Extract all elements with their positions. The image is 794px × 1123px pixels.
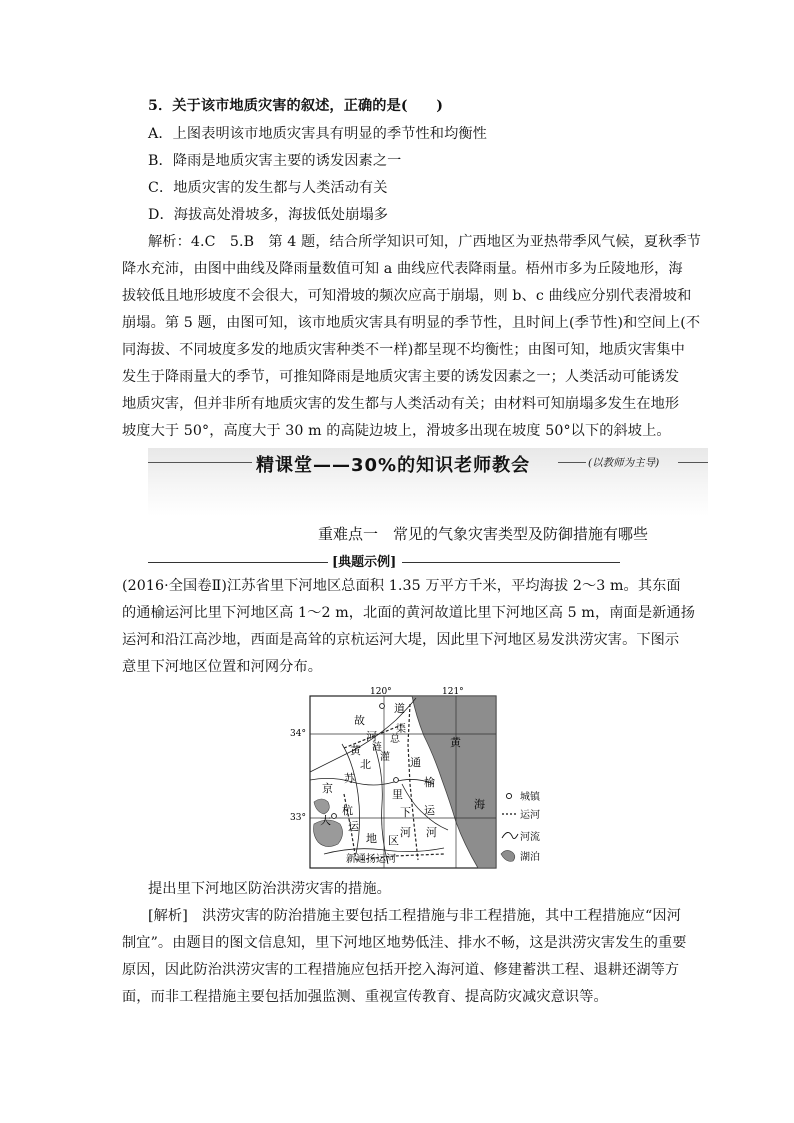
map-label: 北 [360,758,371,771]
map-label: 京 [322,782,333,795]
option-b: B．降雨是地质灾害主要的诱发因素之一 [148,153,402,169]
town-marker [380,704,385,709]
analysis2-line: 制宜”。由题目的图文信息知，里下河地区地势低洼、排水不畅，这是洪涝灾害发生的重要 [122,935,687,951]
example-rule-right [402,562,620,563]
map-label: 大 [320,814,331,827]
analysis-line: 崩塌。第 5 题，由图可知，该市地质灾害具有明显的季节性，且时间上(季节性)和空间上(不 [122,315,701,331]
question-5-stem: 5．关于该市地质灾害的叙述，正确的是( ) [148,98,444,114]
lat-label: 33° [290,813,306,823]
map-label: 运 [424,804,435,817]
banner-subtitle: (以教师为主导) [588,457,660,469]
lon-label: 121° [442,687,464,697]
legend-town-icon [506,793,511,798]
map-label: 新通扬运河 [346,854,396,865]
analysis-line: 地质灾害，但并非所有地质灾害的发生都与人类活动有关；由材料可知崩塌多发生在地形 [122,396,680,412]
map-label: 通 [410,756,421,769]
section-banner [148,448,708,516]
map-label: 涟 [372,742,382,753]
map-label: 杭 [342,804,353,817]
map-label: 灌 [380,752,390,763]
analysis-line: 发生于降雨量大的季节，可推知降雨是地质灾害主要的诱发因素之一；人类活动可能诱发 [122,369,680,385]
analysis-line: 同海拔、不同坡度多发的地质灾害种类不一样)都呈现不均衡性；由图可知，地质灾害集中 [122,342,685,358]
map-label: 河 [400,826,411,839]
option-a: A．上图表明该市地质灾害具有明显的季节性和均衡性 [148,126,487,142]
town-marker [394,778,399,783]
map-label: 渠 [396,724,406,735]
section-title: 重难点一 常见的气象灾害类型及防御措施有哪些 [318,525,649,543]
map-label: 榆 [424,776,435,789]
example-line: 运河和沿江高沙地，西面是高耸的京杭运河大堤，因此里下河地区易发洪涝灾害。下图示 [122,632,680,648]
legend-river-label: 河流 [520,832,540,843]
legend-lake-label: 湖泊 [520,852,540,863]
map-label: 海 [474,798,485,811]
analysis2-line: 原因，因此防治洪涝灾害的工程措施应包括开挖入海河道、修建蓄洪工程、退耕还湖等方 [122,962,680,978]
analysis-line: 拔较低且地形坡度不会很大，可知滑坡的频次应高于崩塌，则 b、c 曲线应分别代表滑坡和 [122,288,692,304]
legend-river-icon [502,832,518,838]
analysis-line: 降水充沛，由图中曲线及降雨量数值可知 a 曲线应代表降雨量。梧州市多为丘陵地形，海 [122,261,683,277]
map-label: 故 [354,714,365,727]
map-label: 黄 [350,744,361,757]
legend-lake-icon [501,850,515,861]
example-line: 意里下河地区位置和河网分布。 [122,659,323,675]
banner-rule-right [678,462,708,463]
map-label: 河 [366,730,377,743]
legend-canal-label: 运河 [520,810,540,821]
analysis2-line: 面，而非工程措施主要包括加强监测、重视宣传教育、提高防灾减灾意识等。 [122,989,608,1005]
map-label: 地 [366,832,377,845]
map-label: 总 [390,734,400,745]
town-marker [332,814,337,819]
lixiahe-region-map [284,684,580,870]
example-label: [典题示例] [330,551,398,570]
example-line: (2016·全国卷Ⅱ)江苏省里下河地区总面积 1.35 万平方千米，平均海拔 2～3 m。其东面 [122,578,681,594]
analysis2-line: [解析] 洪涝灾害的防治措施主要包括工程措施与非工程措施，其中工程措施应“因河 [148,908,681,924]
option-c: C．地质灾害的发生都与人类活动有关 [148,180,388,196]
map-label: 运 [348,820,359,833]
map-label: 河 [426,826,437,839]
legend-town-label: 城镇 [520,792,540,803]
option-d: D．海拔高处滑坡多，海拔低处崩塌多 [148,207,389,223]
lon-label: 120° [370,687,392,697]
example-rule-left [148,562,328,563]
map-label: 道 [394,702,405,715]
map-label: 下 [400,806,411,819]
banner-rule-left [148,462,252,463]
example-question: 提出里下河地区防治洪涝灾害的措施。 [148,881,391,897]
lat-label: 34° [290,729,306,739]
analysis-line: 解析：4.C 5.B 第 4 题，结合所学知识可知，广西地区为亚热带季风气候，夏秋季节 [148,234,702,250]
banner-title: 精课堂——30%的知识老师教会 [256,455,531,476]
banner-rule-middle [558,462,586,463]
map-label: 苏 [344,772,355,785]
map-label: 里 [392,788,403,801]
analysis-line: 坡度大于 50°，高度大于 30 m 的高陡边坡上，滑坡多出现在坡度 50°以下的斜坡上。 [122,423,671,439]
map-label: 区 [388,834,399,847]
example-line: 的通榆运河比里下河地区高 1～2 m，北面的黄河故道比里下河地区高 5 m，南面是新通扬 [122,605,695,621]
map-label: 黄 [450,736,461,749]
